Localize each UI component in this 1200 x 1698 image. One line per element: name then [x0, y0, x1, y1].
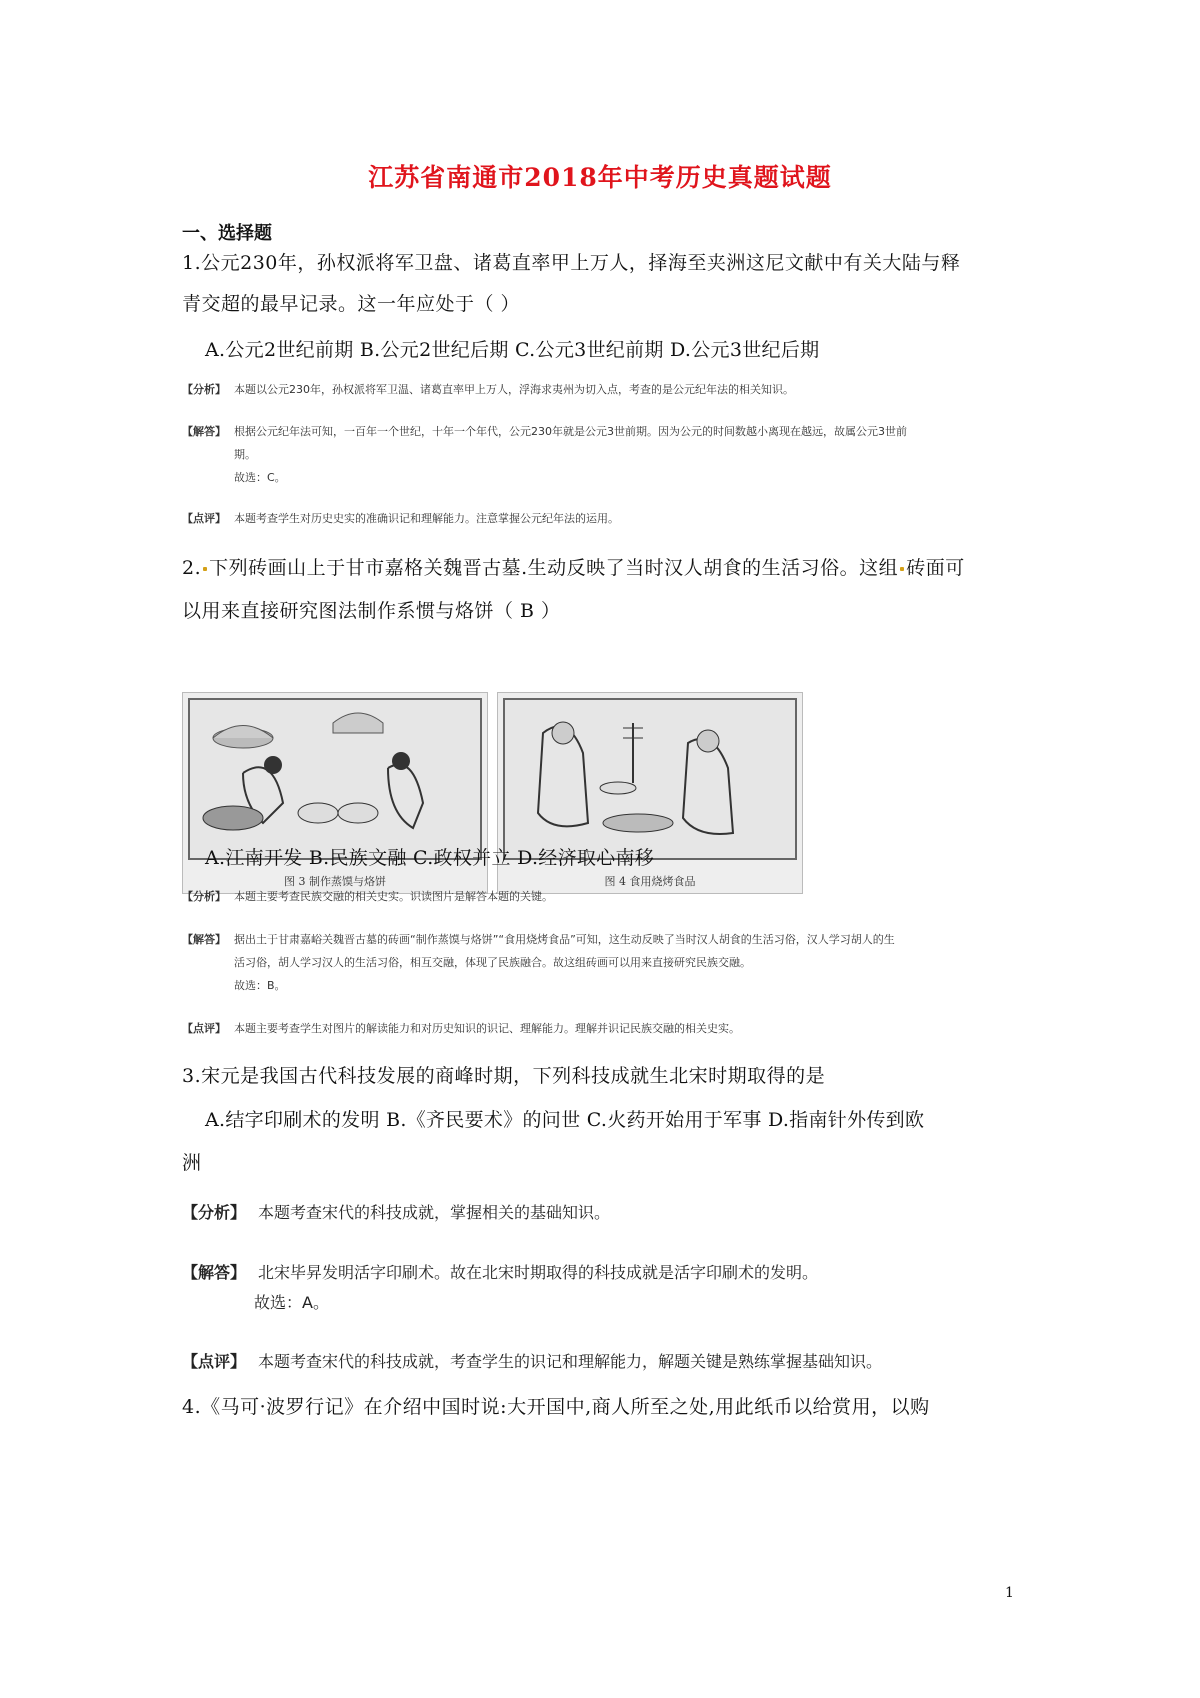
q2-answer-line3: 故选：B。	[234, 979, 286, 992]
answer-text-1: 根据公元纪年法可知，一百年一个世纪，十年一个年代，公元230年就是公元3世前期。因为公元的时间数越小离现在越远，故属公元3世前	[234, 425, 907, 438]
comment-text: 本题主要考查学生对图片的解读能力和对历史知识的识记、理解能力。理解并识记民族交融的相关史实。	[234, 1022, 740, 1035]
section-heading: 一、选择题	[182, 223, 272, 244]
q3-analysis	[182, 1200, 610, 1223]
answer-tag: 【解答】	[182, 425, 226, 438]
page-number: 1	[1005, 1585, 1014, 1601]
comment-text: 本题考查宋代的科技成就，考查学生的识记和理解能力，解题关键是熟练掌握基础知识。	[258, 1352, 883, 1371]
analysis-text: 本题主要考查民族交融的相关史实。识读图片是解答本题的关键。	[234, 890, 553, 903]
q1-answer	[182, 423, 907, 439]
q1-comment	[182, 510, 619, 526]
analysis-tag: 【分析】	[182, 1203, 247, 1222]
q1-line1: 1.公元230年，孙权派将军卫盘、诸葛直率甲上万人，择海至夹洲这尼文献中有关大陆与释	[182, 252, 961, 274]
analysis-tag: 【分析】	[182, 383, 226, 396]
q3-options-line2: 洲	[182, 1152, 202, 1174]
q2-answer	[182, 931, 895, 947]
q2-comment	[182, 1020, 740, 1036]
q2-text-1: 下列砖画山上于甘市嘉格关魏晋古墓.生动反映了当时汉人胡食的生活习俗。这组	[209, 557, 899, 579]
q3-answer-line2: 故选：A。	[254, 1293, 329, 1312]
mark-dot	[900, 567, 904, 571]
analysis-text: 本题以公元230年，孙权派将军卫温、诸葛直率甲上万人，浮海求夷州为切入点，考查的是公元纪年法的相关知识。	[234, 383, 794, 396]
q3-answer	[182, 1260, 818, 1283]
q2-options: A.江南开发 B.民族文融 C.政权并立 D.经济取心南移	[205, 847, 655, 869]
q1-analysis	[182, 381, 794, 397]
comment-tag: 【点评】	[182, 1022, 226, 1035]
q2-number: 2.	[182, 557, 202, 579]
q2-text-2: 砖面可	[906, 557, 965, 579]
analysis-tag: 【分析】	[182, 890, 226, 903]
q2-answer-line2: 活习俗，胡人学习汉人的生活习俗，相互交融，体现了民族融合。故这组砖画可以用来直接研究民族交融。	[234, 956, 751, 969]
q1-answer-line3: 故选：C。	[234, 471, 286, 484]
q2-analysis	[182, 888, 553, 904]
q2-line2: 以用来直接研究图法制作系惯与烙饼（ B ）	[182, 600, 561, 622]
q3-options-line1: A.结字印刷术的发明 B.《齐民要术》的问世 C.火药开始用于军事 D.指南针外传到欧	[205, 1109, 925, 1131]
comment-tag: 【点评】	[182, 1352, 247, 1371]
answer-tag: 【解答】	[182, 933, 226, 946]
answer-text-1: 据出土于甘肃嘉峪关魏晋古墓的砖画“制作蒸馍与烙饼”“食用烧烤食品”可知，这生动反映了当时汉人胡食的生活习俗，汉人学习胡人的生	[234, 933, 895, 946]
page-title: 江苏省南通市2018年中考历史真题试题	[368, 163, 832, 192]
q4-line1: 4.《马可·波罗行记》在介绍中国时说:大开国中,商人所至之处,用此纸币以给赏用，以购	[182, 1396, 930, 1418]
q3-comment	[182, 1349, 882, 1372]
q1-line2: 青交超的最早记录。这一年应处于（ ）	[182, 293, 521, 315]
q1-answer-line2: 期。	[234, 448, 256, 461]
q2-line1	[182, 553, 965, 580]
q1-options: A.公元2世纪前期 B.公元2世纪后期 C.公元3世纪前期 D.公元3世纪后期	[205, 339, 820, 361]
figure-3-caption: 图 3 制作蒸馍与烙饼	[284, 875, 386, 888]
q3-line1: 3.宋元是我国古代科技发展的商峰时期，下列科技成就生北宋时期取得的是	[182, 1065, 826, 1087]
analysis-text: 本题考查宋代的科技成就，掌握相关的基础知识。	[258, 1203, 611, 1222]
answer-text-1: 北宋毕昇发明活字印刷术。故在北宋时期取得的科技成就是活字印刷术的发明。	[258, 1263, 819, 1282]
mark-dot	[203, 567, 207, 571]
comment-text: 本题考查学生对历史史实的准确识记和理解能力。注意掌握公元纪年法的运用。	[234, 512, 619, 525]
answer-tag: 【解答】	[182, 1263, 247, 1282]
comment-tag: 【点评】	[182, 512, 226, 525]
figure-4-caption: 图 4 食用烧烤食品	[604, 875, 696, 888]
